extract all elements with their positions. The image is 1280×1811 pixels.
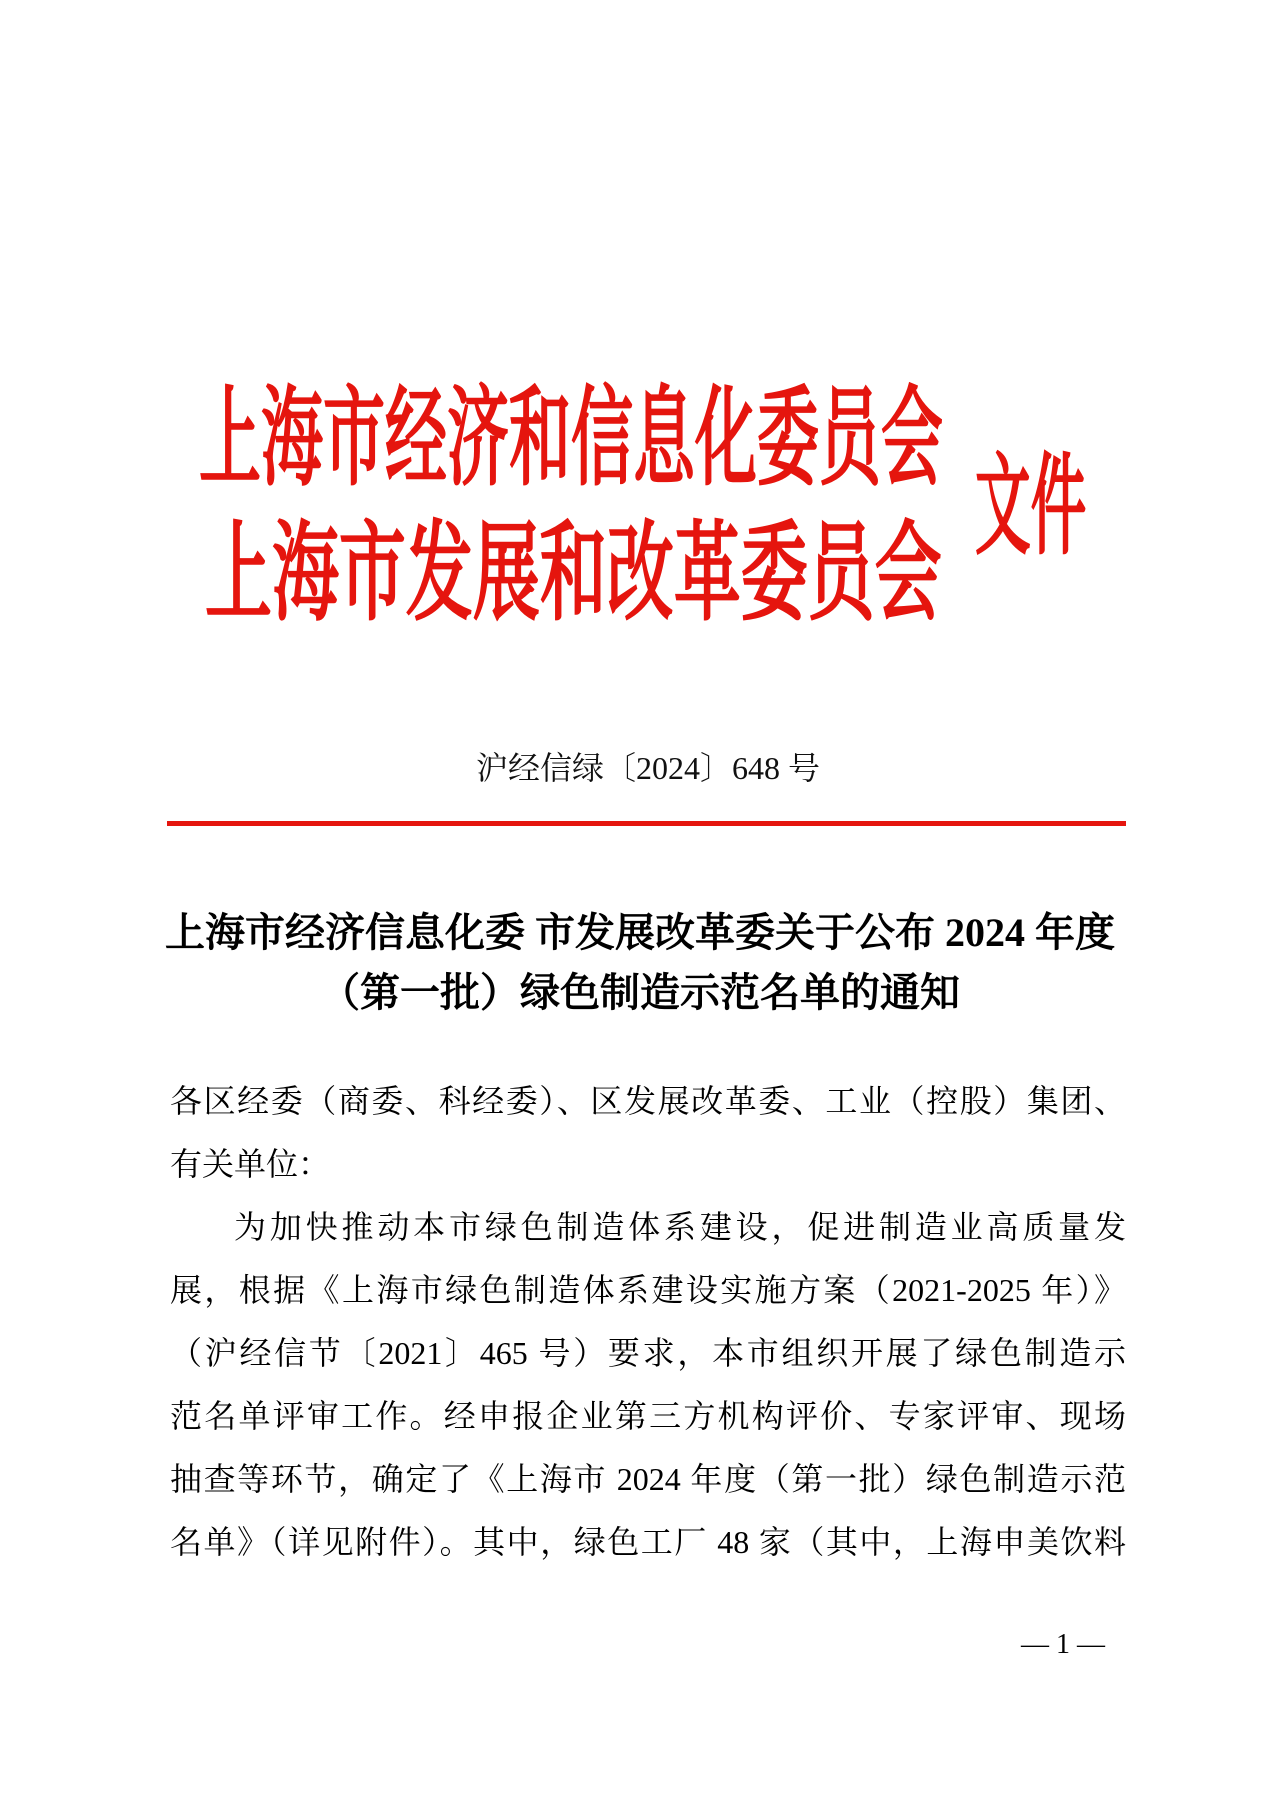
document-title-line-1: 上海市经济信息化委 市发展改革委关于公布 2024 年度 (165, 910, 1115, 955)
body-paragraph-line: 展，根据《上海市绿色制造体系建设实施方案（2021-2025 年）》 (170, 1272, 1126, 1308)
body-paragraph-line: 抽查等环节，确定了《上海市 2024 年度（第一批）绿色制造示范 (170, 1461, 1126, 1497)
doc-type-label: 文件 (975, 446, 1087, 568)
body-paragraph-line: 名单》（详见附件）。其中，绿色工厂 48 家（其中，上海申美饮料 (170, 1524, 1126, 1560)
document-title-line-2: （第一批）绿色制造示范名单的通知 (320, 970, 960, 1015)
header-org-name-1: 上海市经济和信息化委员会 (199, 380, 943, 499)
document-body (170, 1070, 1126, 1574)
salutation-line: 有关单位： (170, 1146, 331, 1182)
header-org-name-2: 上海市发展和改革委员会 (205, 515, 942, 634)
document-title (154, 903, 1126, 1023)
body-paragraph-line: 范名单评审工作。经申报企业第三方机构评价、专家评审、现场 (170, 1398, 1126, 1434)
salutation-line: 各区经委（商委、科经委）、区发展改革委、工业（控股）集团、 (170, 1083, 1126, 1119)
body-paragraph-line: 为加快推动本市绿色制造体系建设，促进制造业高质量发 (234, 1209, 1126, 1245)
body-paragraph-line: （沪经信节〔2021〕465 号）要求，本市组织开展了绿色制造示 (170, 1335, 1126, 1371)
page-number: — 1 — (1021, 1629, 1105, 1660)
doc-reference-number: 沪经信绿〔2024〕648 号 (475, 750, 820, 786)
red-divider-rule (167, 821, 1126, 826)
